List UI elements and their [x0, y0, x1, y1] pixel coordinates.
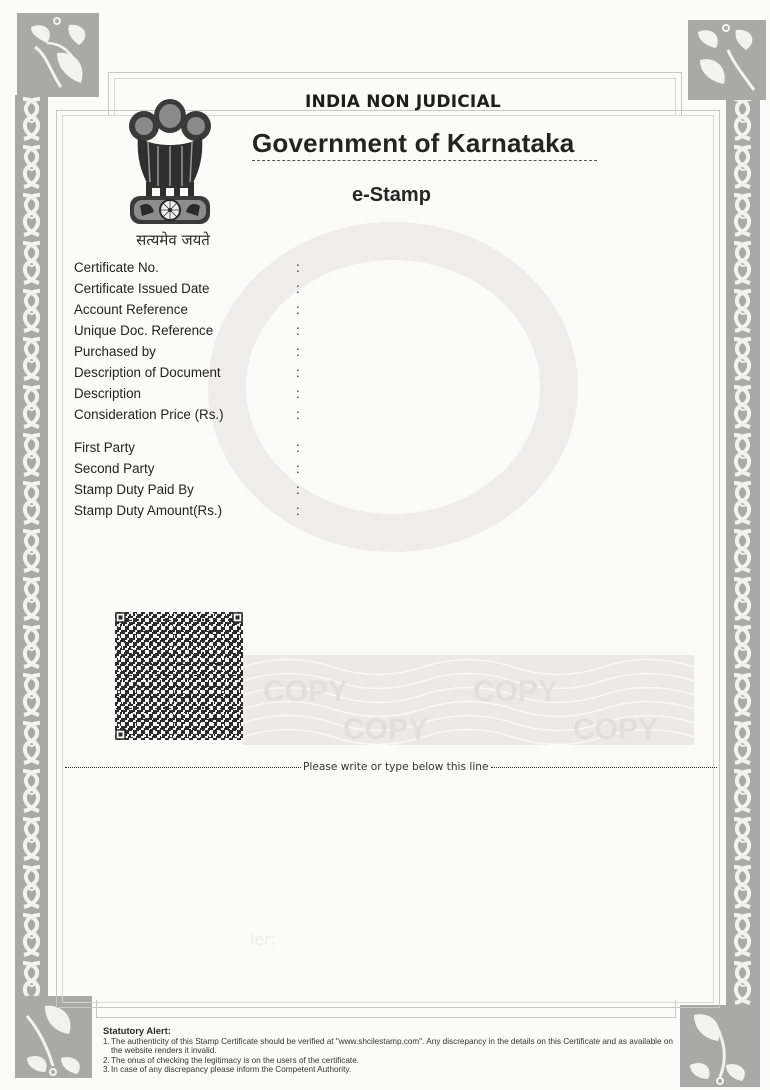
field-separator: : [296, 482, 300, 497]
field-separator: : [296, 344, 300, 359]
header-india-non-judicial: INDIA NON JUDICIAL [305, 92, 501, 112]
header-government-title: Government of Karnataka [252, 128, 575, 158]
field-separator: : [296, 281, 300, 296]
field-value [312, 365, 572, 381]
field-separator: : [296, 260, 300, 275]
field-stamp-duty-paid-by [74, 482, 314, 497]
field-label: Account Reference [74, 302, 188, 317]
field-value [312, 344, 572, 360]
write-below-label: Please write or type below this line [303, 761, 489, 773]
security-band [243, 655, 694, 745]
field-value [312, 386, 572, 402]
field-label: Stamp Duty Paid By [74, 482, 194, 497]
dotted-line-right [491, 767, 718, 768]
field-value [312, 503, 572, 519]
field-description-of-document [74, 365, 314, 380]
leaf-ornament-icon [688, 20, 766, 100]
write-below-line [65, 760, 717, 774]
header-underline [252, 160, 597, 161]
field-second-party [74, 461, 314, 476]
celtic-knot-pattern-icon [726, 95, 760, 1010]
field-separator: : [296, 365, 300, 380]
svg-text:COPY: COPY [473, 675, 559, 708]
leaf-ornament-corner-bottom-right [680, 1005, 760, 1087]
wave-pattern-icon [243, 655, 694, 745]
field-value [312, 482, 572, 498]
field-first-party [74, 440, 314, 455]
svg-text:COPY: COPY [343, 713, 429, 745]
field-value [312, 440, 572, 456]
field-value [312, 461, 572, 477]
field-separator: : [296, 440, 300, 455]
field-purchased-by [74, 344, 314, 359]
field-separator: : [296, 461, 300, 476]
field-value [312, 407, 572, 423]
field-label: Stamp Duty Amount(Rs.) [74, 503, 223, 518]
field-stamp-duty-amount [74, 503, 314, 518]
faded-body-fragment: ier: [250, 930, 276, 949]
svg-text:COPY: COPY [573, 713, 659, 745]
statutory-alert-list [103, 1037, 683, 1074]
field-separator: : [296, 386, 300, 401]
field-label: Description of Document [74, 365, 221, 380]
dotted-line-left [65, 767, 301, 768]
field-value [312, 323, 572, 339]
celtic-knot-pattern-icon [15, 95, 48, 1000]
emblem-motto: सत्यमेव जयते [136, 231, 210, 249]
leaf-ornament-icon [680, 1005, 760, 1087]
field-unique-doc-reference [74, 323, 314, 338]
field-label: Purchased by [74, 344, 156, 359]
field-label: First Party [74, 440, 136, 455]
ornamental-border-left [15, 95, 48, 1000]
field-label: Certificate Issued Date [74, 281, 210, 296]
field-separator: : [296, 323, 300, 338]
field-separator: : [296, 407, 300, 422]
statutory-alert-item: 1. The authenticity of this Stamp Certificate should be verified at "www.shcilestamp.com". Any discrepancy in the details on this Certificate and as available on the website renders it invalid. [103, 1037, 673, 1056]
field-consideration-price [74, 407, 314, 422]
field-certificate-issued-date [74, 281, 314, 296]
field-description [74, 386, 314, 401]
qr-code-icon [115, 612, 243, 740]
statutory-alert-title: Statutory Alert: [103, 1025, 171, 1036]
statutory-alert-item: 2. The onus of checking the legitimacy is on the users of the certificate. [103, 1055, 360, 1065]
field-label: Certificate No. [74, 260, 159, 275]
field-label: Unique Doc. Reference [74, 323, 214, 338]
ornamental-border-right [726, 95, 760, 1010]
field-value [312, 302, 572, 318]
leaf-ornament-icon [17, 13, 99, 97]
watermark-copy-text: COPY [263, 675, 349, 708]
statutory-alert [103, 1026, 683, 1074]
field-separator: : [296, 503, 300, 518]
inner-frame-bottom-step [96, 1000, 676, 1018]
field-separator: : [296, 302, 300, 317]
leaf-ornament-corner-bottom-left [15, 996, 92, 1078]
statutory-alert-item: 3. In case of any discrepancy please inform the Competent Authority. [103, 1064, 352, 1074]
leaf-ornament-corner-top-left [17, 13, 99, 97]
field-value [312, 281, 572, 297]
field-label: Consideration Price (Rs.) [74, 407, 224, 422]
field-label: Description [74, 386, 141, 401]
header-estamp: e-Stamp [352, 184, 431, 206]
field-certificate-no [74, 260, 314, 275]
leaf-ornament-icon [15, 996, 92, 1078]
leaf-ornament-corner-top-right [688, 20, 766, 100]
field-label: Second Party [74, 461, 155, 476]
field-account-reference [74, 302, 314, 317]
field-value [312, 260, 572, 276]
ashoka-emblem-icon [124, 92, 216, 232]
